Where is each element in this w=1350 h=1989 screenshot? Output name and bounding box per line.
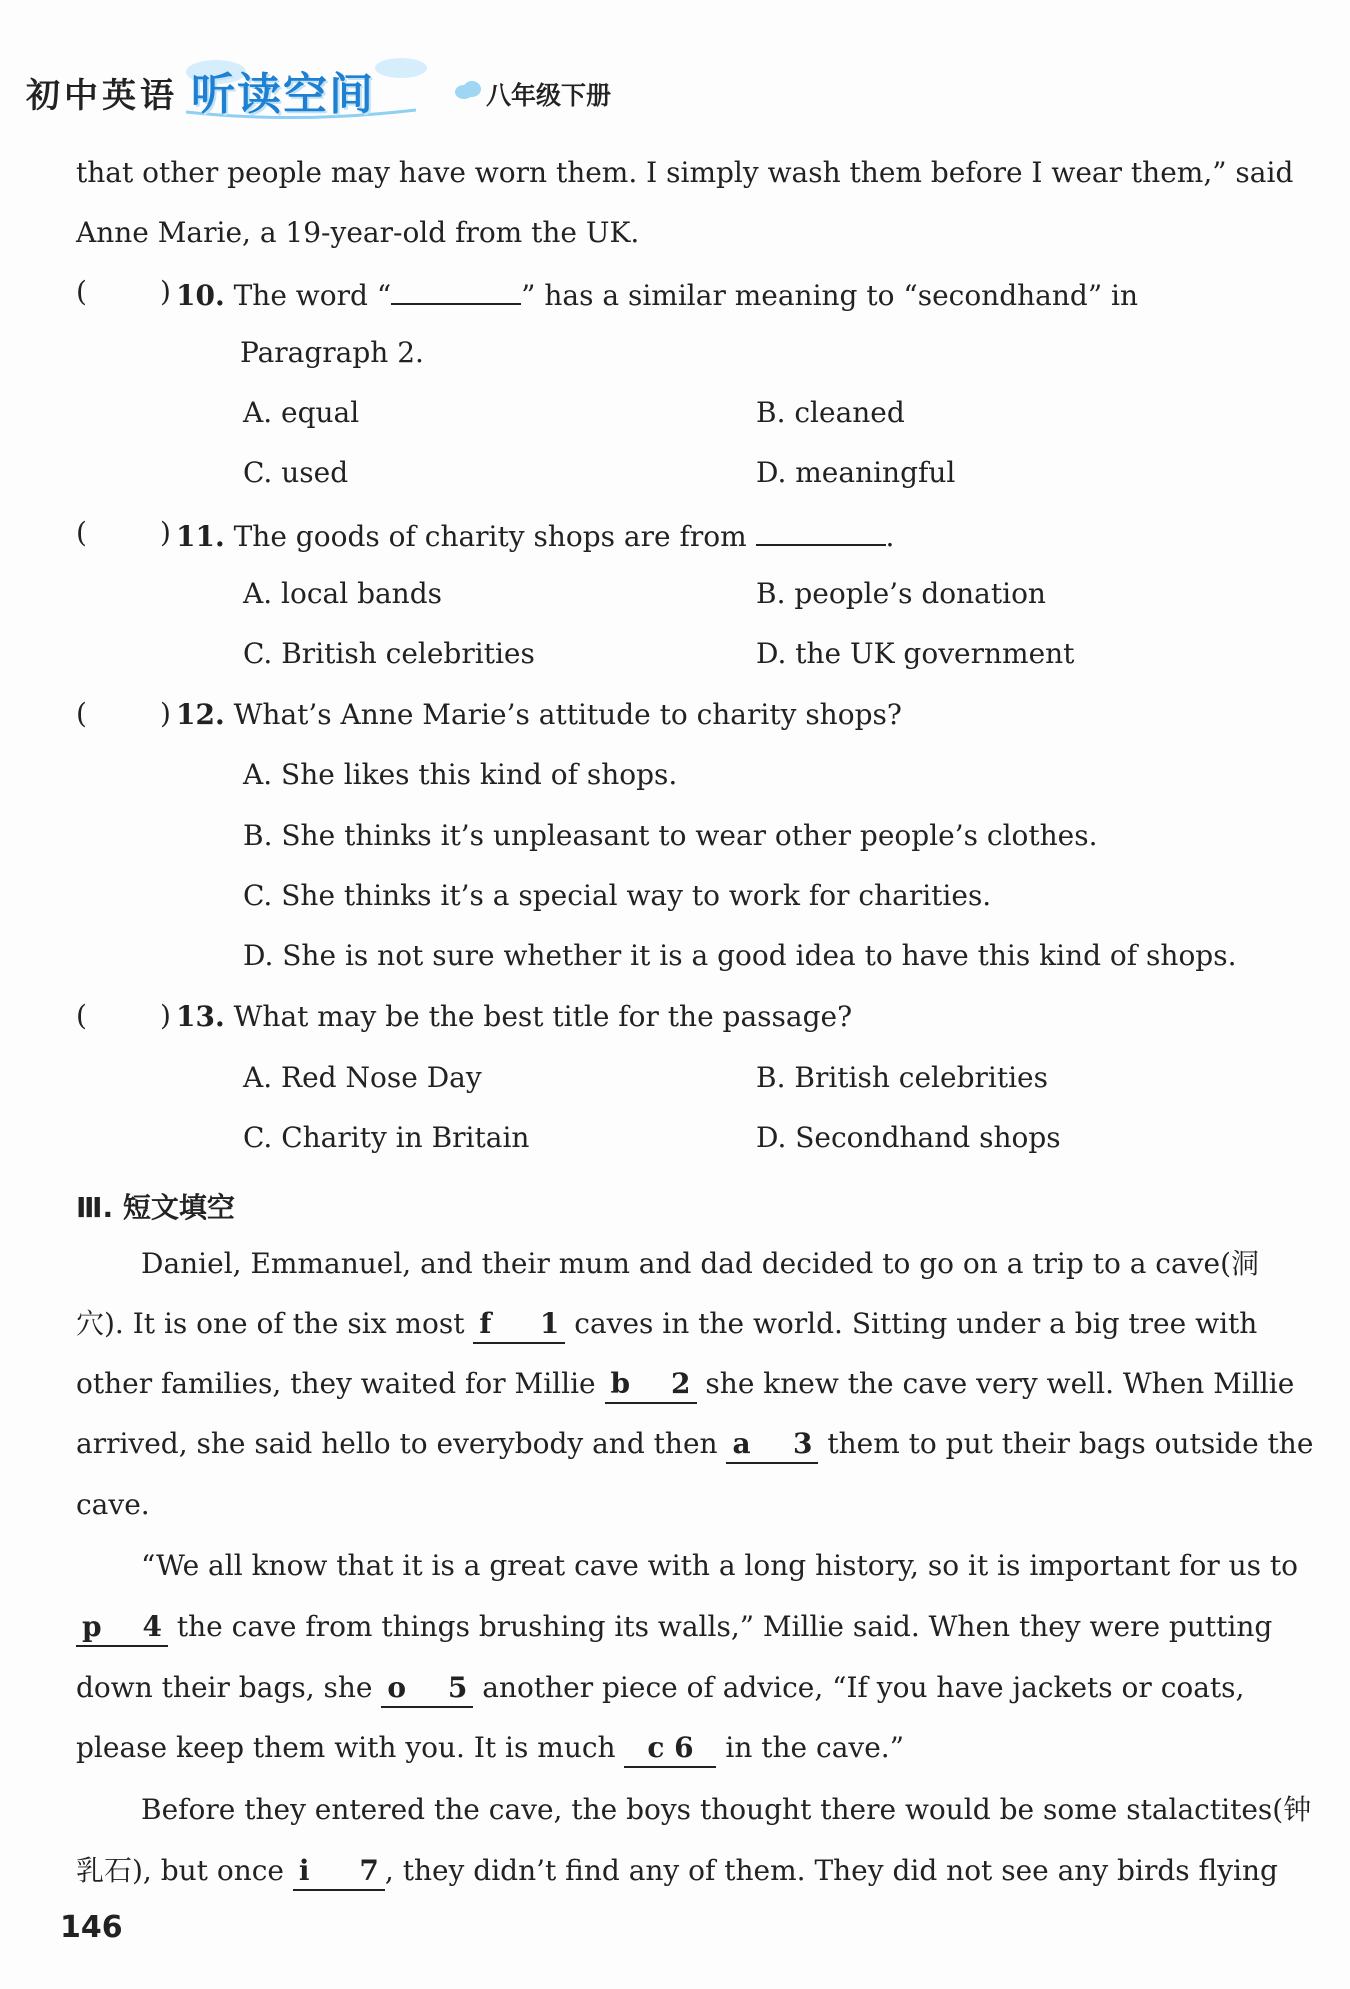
passage-line: “We all know that it is a great cave with a long history, so it is important for us to: [141, 1549, 1299, 1582]
option: A. Red Nose Day: [243, 1061, 482, 1094]
question-12: 12. What’s Anne Marie’s attitude to charity shops?: [176, 698, 902, 731]
passage-line: Before they entered the cave, the boys thought there would be some stalactites(钟: [141, 1793, 1312, 1826]
option: B. She thinks it’s unpleasant to wear other people’s clothes.: [243, 819, 1098, 852]
blank-1[interactable]: f 1: [473, 1306, 565, 1344]
option: B. people’s donation: [756, 577, 1046, 610]
option: D. the UK government: [756, 637, 1075, 670]
blank-7[interactable]: i 7: [293, 1853, 385, 1891]
answer-paren[interactable]: (: [76, 275, 87, 308]
answer-paren[interactable]: (: [76, 516, 87, 549]
question-13: 13. What may be the best title for the passage?: [176, 1000, 853, 1033]
passage-line: 乳石), but once i 7 , they didn’t find any of them. They did not see any birds flying: [76, 1853, 1236, 1891]
option: B. British celebrities: [756, 1061, 1048, 1094]
option: C. British celebrities: [243, 637, 535, 670]
option: B. cleaned: [756, 396, 905, 429]
cloud-icon: [454, 78, 482, 102]
passage-line: cave.: [76, 1488, 150, 1521]
series-title: 初中英语: [26, 76, 178, 116]
blank: [756, 516, 886, 546]
option: C. Charity in Britain: [243, 1121, 530, 1154]
answer-paren[interactable]: (: [76, 697, 87, 730]
blank: [391, 275, 521, 305]
blank-3[interactable]: a 3: [726, 1426, 818, 1464]
page-number: 146: [60, 1910, 123, 1945]
passage-line: 穴). It is one of the six most f 1 caves in the world. Sitting under a big tree with: [76, 1306, 1236, 1344]
blank-2[interactable]: b 2: [605, 1366, 697, 1404]
option: D. meaningful: [756, 456, 956, 489]
section-heading: Ⅲ. 短文填空: [76, 1191, 235, 1224]
option: A. local bands: [243, 577, 443, 610]
series-logo: 听读空间: [191, 69, 375, 120]
option: C. used: [243, 456, 349, 489]
blank-6[interactable]: c 6: [624, 1730, 716, 1768]
question-number: 10.: [176, 279, 225, 312]
option: D. She is not sure whether it is a good idea to have this kind of shops.: [243, 939, 1237, 972]
passage-line: that other people may have worn them. I simply wash them before I wear them,” said: [76, 156, 1294, 189]
option: D. Secondhand shops: [756, 1121, 1061, 1154]
question-11: 11. The goods of charity shops are from .: [176, 516, 894, 555]
passage-line: other families, they waited for Millie b 2 she knew the cave very well. When Millie: [76, 1366, 1236, 1404]
page: 初中英语 听读空间 八年级下册 that other people may have worn them. I simply wash them before I wear them,” said Anne Marie, a 19-year-old from the UK. ( ) 10. The word “ ” has a similar meaning to “secondhand” in Paragraph 2. A. equal B. cleaned C. used D. meaningful ( ) 11. The goods of charity shops are from . A. local bands B. people’s donation C. British celebrities D. the UK government ( ) 12. What’s Anne Marie’s attitude to charity shops? A. She likes this kind of shops. B. She thinks it’s unpleasant to wear other people’s clothes. C. She thinks it’s a special way to work for charities. D. She is not sure whether it is a good idea to have this kind of shops. ( ) 13. What may be the best title for the passage? A. Red Nose Day B. British celebrities C. Charity in Britain D. Secondhand shops Ⅲ. 短文填空 Daniel, Emmanuel, and their mum and dad decided to go on a trip to a cave(洞 穴). It is one of the six most f 1 caves in the world. Sitting under a big tree with other families, they waited for Millie b 2 she knew the cave very well. When Millie arrived, she said hello to everybody and then a 3 them to put their bags outside the cave. “We all know that it is a great cave with a long history, so it is important for us to p 4 the cave from things brushing its walls,” Millie said. When they were putting down their bags, she o 5 another piece of advice, “If you have jackets or coats, please keep them with you. It is much c 6 in the cave.” Before they entered the cave, the boys thought there would be some stalactites(钟 乳石), but once i 7 , they didn’t find any of them. They did not see any birds flying 146: [0, 0, 1350, 1989]
grade-label: 八年级下册: [486, 81, 612, 110]
blank-5[interactable]: o 5: [381, 1670, 473, 1708]
question-10: 10. The word “ ” has a similar meaning to “secondhand” in: [176, 275, 1236, 314]
passage-line: down their bags, she o 5 another piece of advice, “If you have jackets or coats,: [76, 1670, 1236, 1708]
passage-line: Daniel, Emmanuel, and their mum and dad decided to go on a trip to a cave(洞: [141, 1247, 1259, 1280]
answer-paren[interactable]: (: [76, 999, 87, 1032]
passage-line: Anne Marie, a 19-year-old from the UK.: [76, 216, 640, 249]
option: A. equal: [243, 396, 360, 429]
page-header: [26, 58, 726, 128]
option: A. She likes this kind of shops.: [243, 758, 678, 791]
blank-4[interactable]: p 4: [76, 1609, 168, 1647]
option: C. She thinks it’s a special way to work for charities.: [243, 879, 992, 912]
passage-line: arrived, she said hello to everybody and then a 3 them to put their bags outside the: [76, 1426, 1236, 1464]
passage-line: p 4 the cave from things brushing its walls,” Millie said. When they were putting: [76, 1609, 1236, 1647]
passage-line: please keep them with you. It is much c 6 in the cave.”: [76, 1730, 904, 1768]
